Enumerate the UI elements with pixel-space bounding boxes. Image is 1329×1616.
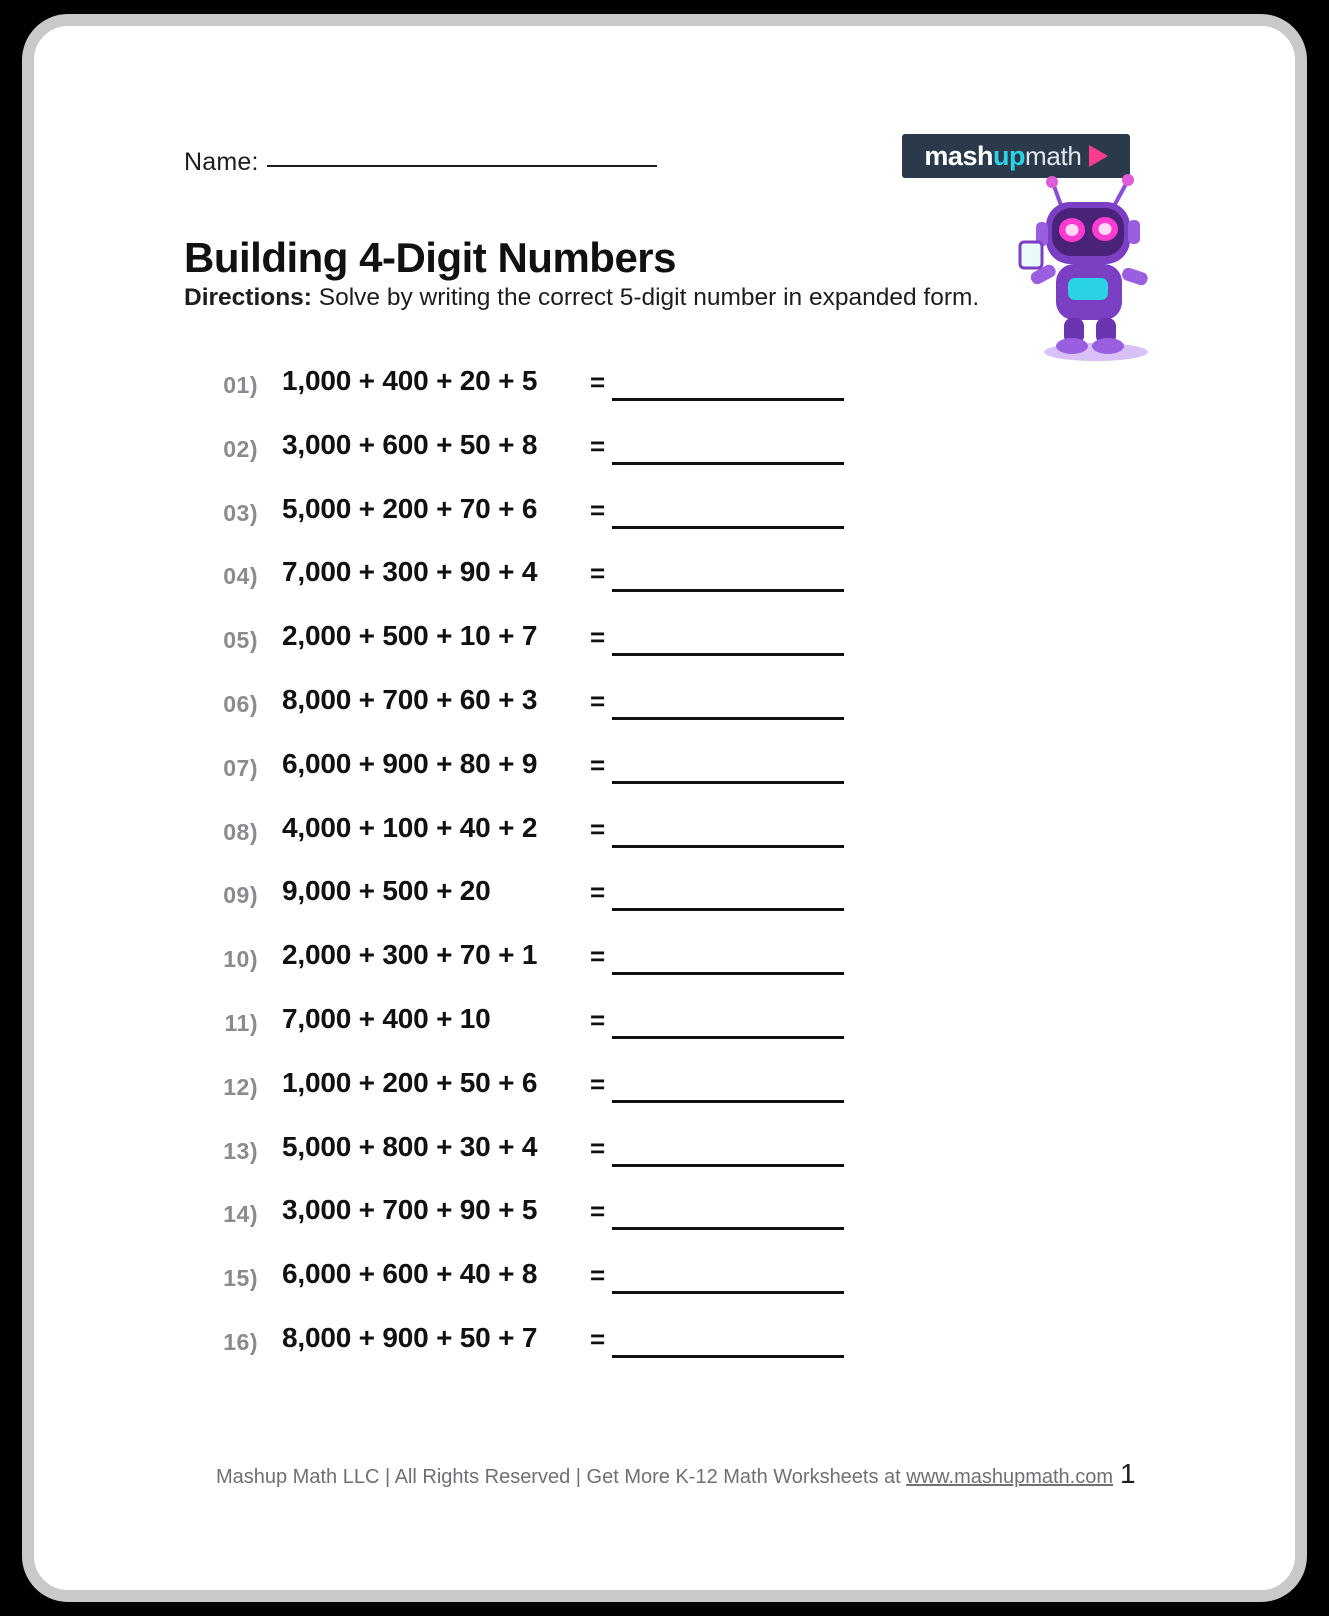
problem-row bbox=[184, 681, 1144, 745]
problem-expression: 8,000 + 900 + 50 + 7 bbox=[282, 1321, 538, 1353]
answer-blank[interactable] bbox=[612, 1036, 844, 1039]
equals-sign: = bbox=[590, 1196, 606, 1227]
logo-up-text: up bbox=[992, 140, 1025, 171]
problem-number: 06) bbox=[223, 690, 258, 717]
problem-number: 05) bbox=[223, 627, 258, 654]
problem-row bbox=[184, 1000, 1144, 1064]
equals-sign: = bbox=[590, 1004, 606, 1035]
problem-row bbox=[184, 745, 1144, 809]
problem-expression: 2,000 + 500 + 10 + 7 bbox=[282, 620, 538, 652]
equals-sign: = bbox=[590, 367, 606, 397]
problem-expression: 3,000 + 700 + 90 + 5 bbox=[282, 1194, 538, 1226]
equals-sign: = bbox=[590, 430, 606, 461]
answer-blank[interactable] bbox=[612, 589, 844, 592]
problem-number: 03) bbox=[223, 499, 258, 526]
problem-row bbox=[184, 426, 1144, 490]
problem-number: 01) bbox=[223, 372, 258, 398]
directions bbox=[184, 284, 979, 312]
worksheet-sheet bbox=[34, 26, 1295, 1590]
problem-list bbox=[184, 362, 1144, 1383]
problem-number: 12) bbox=[223, 1073, 258, 1100]
answer-blank[interactable] bbox=[612, 398, 844, 401]
problem-row bbox=[184, 1191, 1144, 1255]
page-title: Building 4-Digit Numbers bbox=[184, 234, 676, 282]
equals-sign: = bbox=[590, 622, 606, 653]
problem-expression: 1,000 + 400 + 20 + 5 bbox=[282, 365, 538, 396]
problem-expression: 6,000 + 600 + 40 + 8 bbox=[282, 1258, 538, 1290]
directions-text: Solve by writing the correct 5-digit number in expanded form. bbox=[311, 284, 980, 311]
problem-expression: 9,000 + 500 + 20 bbox=[282, 875, 491, 907]
problem-row bbox=[184, 362, 1144, 426]
problem-expression: 1,000 + 200 + 50 + 6 bbox=[282, 1066, 538, 1098]
play-triangle-icon bbox=[1089, 145, 1108, 167]
equals-sign: = bbox=[590, 1068, 606, 1099]
problem-row bbox=[184, 553, 1144, 617]
problem-number: 07) bbox=[223, 754, 258, 781]
problem-number: 02) bbox=[223, 435, 258, 462]
logo-mash-text: mashup bbox=[924, 140, 1025, 171]
answer-blank[interactable] bbox=[612, 462, 844, 465]
equals-sign: = bbox=[590, 558, 606, 589]
equals-sign: = bbox=[590, 877, 606, 908]
answer-blank[interactable] bbox=[612, 1291, 844, 1294]
logo-math-text: math bbox=[1024, 140, 1082, 171]
problem-number: 04) bbox=[223, 563, 258, 590]
page-number: 1 bbox=[1120, 1458, 1136, 1489]
footer-link[interactable]: www.mashupmath.com bbox=[906, 1466, 1114, 1488]
footer bbox=[34, 1466, 1295, 1489]
equals-sign: = bbox=[590, 685, 606, 716]
problem-row bbox=[184, 1128, 1144, 1192]
answer-blank[interactable] bbox=[612, 1100, 844, 1103]
problem-row bbox=[184, 809, 1144, 873]
name-label: Name: bbox=[184, 148, 259, 176]
problem-row bbox=[184, 936, 1144, 1000]
problem-expression: 7,000 + 300 + 90 + 4 bbox=[282, 556, 538, 588]
equals-sign: = bbox=[590, 749, 606, 780]
problem-expression: 5,000 + 200 + 70 + 6 bbox=[282, 492, 538, 524]
problem-row bbox=[184, 617, 1144, 681]
problem-number: 10) bbox=[223, 946, 258, 973]
problem-expression: 4,000 + 100 + 40 + 2 bbox=[282, 811, 538, 843]
robot-mascot-icon bbox=[1018, 166, 1168, 364]
name-input-line[interactable] bbox=[267, 164, 657, 167]
equals-sign: = bbox=[590, 494, 606, 525]
problem-number: 16) bbox=[223, 1328, 258, 1355]
answer-blank[interactable] bbox=[612, 908, 844, 911]
problem-row bbox=[184, 1319, 1144, 1383]
directions-label: Directions: bbox=[184, 284, 312, 311]
problem-expression: 2,000 + 300 + 70 + 1 bbox=[282, 939, 538, 971]
footer-text: Mashup Math LLC | All Rights Reserved | Get More K-12 Math Worksheets at bbox=[215, 1466, 907, 1488]
problem-expression: 5,000 + 800 + 30 + 4 bbox=[282, 1130, 538, 1162]
equals-sign: = bbox=[590, 1132, 606, 1163]
answer-blank[interactable] bbox=[612, 972, 844, 975]
problem-expression: 3,000 + 600 + 50 + 8 bbox=[282, 428, 538, 460]
answer-blank[interactable] bbox=[612, 845, 844, 848]
answer-blank[interactable] bbox=[612, 1227, 844, 1230]
answer-blank[interactable] bbox=[612, 717, 844, 720]
problem-row bbox=[184, 1064, 1144, 1128]
equals-sign: = bbox=[590, 813, 606, 844]
problem-number: 13) bbox=[223, 1137, 258, 1164]
problem-number: 09) bbox=[223, 882, 258, 909]
problem-number: 14) bbox=[223, 1201, 258, 1228]
problem-expression: 6,000 + 900 + 80 + 9 bbox=[282, 747, 538, 779]
worksheet-page-frame bbox=[22, 14, 1307, 1602]
answer-blank[interactable] bbox=[612, 781, 844, 784]
problem-number: 11) bbox=[224, 1009, 258, 1036]
answer-blank[interactable] bbox=[612, 1164, 844, 1167]
equals-sign: = bbox=[590, 1260, 606, 1291]
problem-number: 08) bbox=[223, 818, 258, 845]
answer-blank[interactable] bbox=[612, 653, 844, 656]
problem-expression: 7,000 + 400 + 10 bbox=[282, 1002, 491, 1034]
answer-blank[interactable] bbox=[612, 1355, 844, 1358]
equals-sign: = bbox=[590, 941, 606, 972]
problem-row bbox=[184, 490, 1144, 554]
problem-expression: 8,000 + 700 + 60 + 3 bbox=[282, 683, 538, 715]
equals-sign: = bbox=[590, 1323, 606, 1354]
name-field-row bbox=[184, 148, 657, 177]
answer-blank[interactable] bbox=[612, 526, 844, 529]
problem-number: 15) bbox=[223, 1265, 258, 1292]
problem-row bbox=[184, 872, 1144, 936]
problem-row bbox=[184, 1255, 1144, 1319]
